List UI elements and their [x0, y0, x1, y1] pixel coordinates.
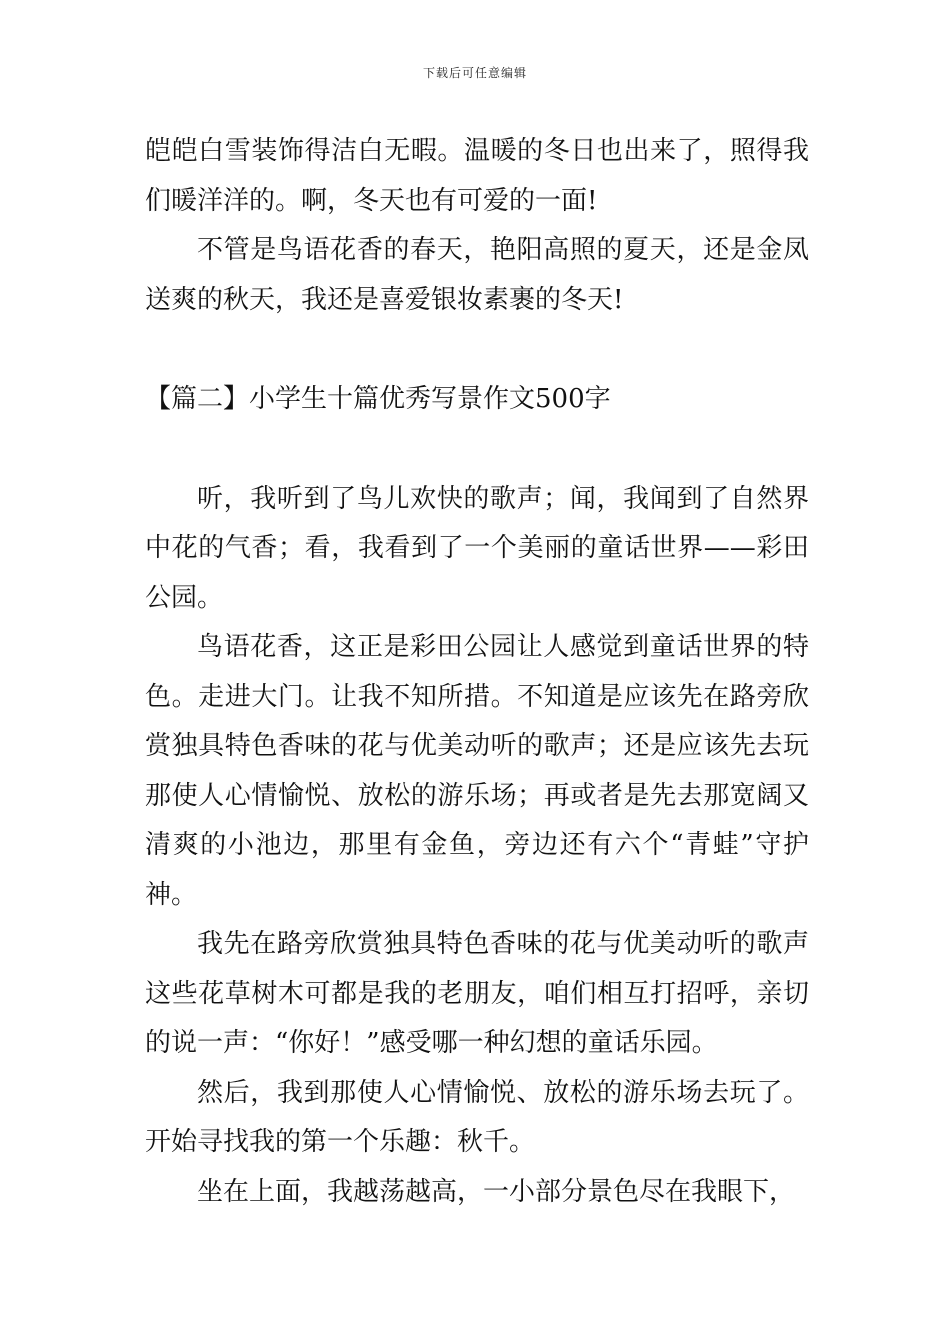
paragraph-carryover: 皑皑白雪装饰得洁白无暇。温暖的冬日也出来了，照得我们暖洋洋的。啊，冬天也有可爱的一面!: [145, 136, 809, 216]
header-note: 下载后可任意编辑: [422, 66, 527, 80]
section-heading: 【篇二】小学生十篇优秀写景作文500字: [145, 384, 611, 414]
article-body: [145, 127, 809, 1217]
paragraph: 鸟语花香，这正是彩田公园让人感觉到童话世界的特色。走进大门。让我不知所措。不知道是应该先在路旁欣赏独具特色香味的花与优美动听的歌声；还是应该先去玩那使人心情愉悦、放松的游乐场；再或者是先去那宽阔又清爽的小池边，那里有金鱼，旁边还有六个“青蛙”守护神。: [145, 632, 809, 910]
paragraph: 不管是鸟语花香的春天，艳阳高照的夏天，还是金凤送爽的秋天，我还是喜爱银妆素裹的冬天!: [145, 235, 809, 315]
paragraph: 然后，我到那使人心情愉悦、放松的游乐场去玩了。开始寻找我的第一个乐趣：秋千。: [145, 1077, 809, 1157]
paragraph: 坐在上面，我越荡越高，一小部分景色尽在我眼下，: [197, 1176, 796, 1207]
paragraph: 我先在路旁欣赏独具特色香味的花与优美动听的歌声这些花草树木可都是我的老朋友，咱们相互打招呼，亲切的说一声：“你好！”感受哪一种幻想的童话乐园。: [145, 929, 809, 1058]
spacer: [145, 325, 809, 375]
paragraph: 听，我听到了鸟儿欢快的歌声；闻，我闻到了自然界中花的气香；看，我看到了一个美丽的童话世界——彩田公园。: [145, 483, 809, 613]
spacer: [145, 425, 809, 475]
